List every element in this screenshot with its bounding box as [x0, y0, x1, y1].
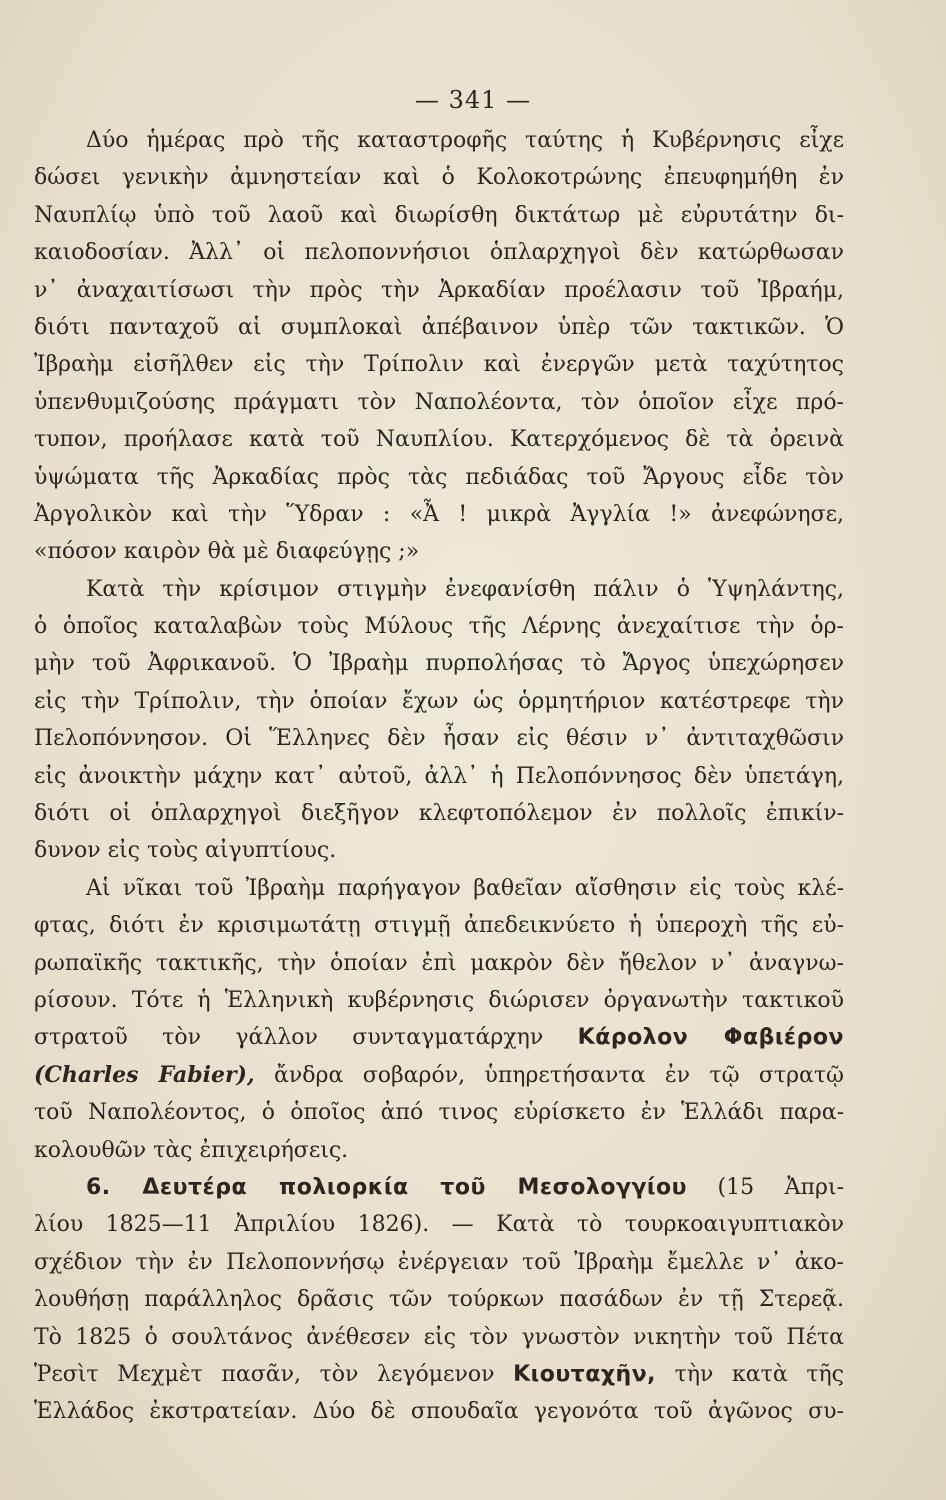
- text-line: Κατὰ τὴν κρίσιμον στιγμὴν ἐνεφανίσθη πάλιν ὁ Ὑψηλάντης,: [86, 576, 844, 602]
- text-run: (15 Ἀπρι-: [686, 1174, 844, 1200]
- text-line: Τὸ 1825 ὁ σουλτάνος ἀνέθεσεν εἰς τὸν γνωστὸν νικητὴν τοῦ Πέτα: [34, 1324, 844, 1350]
- paragraph: [34, 122, 844, 571]
- text-line: ὑψώματα τῆς Ἀρκαδίας πρὸς τὰς πεδιάδας τοῦ Ἄργους εἶδε τὸν: [34, 464, 844, 490]
- text-line: [34, 1019, 844, 1056]
- text-line: ὁ ὁποῖος καταλαβὼν τοὺς Μύλους τῆς Λέρνης ἀνεχαίτισε τὴν ὁρ-: [34, 614, 844, 640]
- text-line: τοῦ Ναπολέοντος, ὁ ὁποῖος ἀπό τινος εὑρίσκετο ἐν Ἑλλάδι παρα-: [34, 1100, 844, 1126]
- text-line: λίου 1825—11 Ἀπριλίου 1826). — Κατὰ τὸ τουρκοαιγυπτιακὸν: [34, 1212, 844, 1238]
- text-line: τυπον, προήλασε κατὰ τοῦ Ναυπλίου. Κατερχόμενος δὲ τὰ ὀρεινὰ: [34, 427, 844, 453]
- text-line: Ἰβραὴμ εἰσῆλθεν εἰς τὴν Τρίπολιν καὶ ἐνεργῶν μετὰ ταχύτητος: [34, 352, 844, 378]
- paragraph: [34, 571, 844, 870]
- section-heading: 6. Δευτέρα πολιορκία τοῦ Μεσολογγίου: [86, 1174, 687, 1200]
- person-name-bold: Κάρολον Φαβιέρον: [577, 1025, 845, 1051]
- text-line: Ἀργολικὸν καὶ τὴν Ὕδραν : «Ἆ ! μικρὰ Ἀγγλία !» ἀνεφώνησε,: [34, 501, 844, 527]
- text-line: Αἱ νῖκαι τοῦ Ἰβραὴμ παρήγαγον βαθεῖαν αἴσθησιν εἰς τοὺς κλέ-: [86, 875, 844, 901]
- page-number: — 341 —: [414, 86, 532, 114]
- latin-name-italic: (Charles Fabier),: [34, 1061, 255, 1088]
- text-line: [34, 1057, 844, 1094]
- text-run: τὴν κατὰ τῆς: [656, 1361, 844, 1387]
- text-line: σχέδιον τὴν ἐν Πελοποννήσῳ ἐνέργειαν τοῦ Ἰβραὴμ ἔμελλε ν᾿ ἀκο-: [34, 1249, 844, 1275]
- text-line: διότι πανταχοῦ αἱ συμπλοκαὶ ἀπέβαινον ὑπὲρ τῶν τακτικῶν. Ὁ: [34, 314, 844, 340]
- paragraph: [34, 870, 844, 1169]
- text-line: ρίσουν. Τότε ἡ Ἑλληνικὴ κυβέρνησις διώρισεν ὀργανωτὴν τακτικοῦ: [34, 987, 844, 1013]
- text-line: Ἑλλάδος ἐκστρατείαν. Δύο δὲ σπουδαῖα γεγονότα τοῦ ἀγῶνος συ-: [34, 1399, 844, 1425]
- text-line: [34, 1356, 844, 1393]
- text-line: καιοδοσίαν. Ἀλλ᾿ οἱ πελοποννήσιοι ὁπλαρχηγοὶ δὲν κατώρθωσαν: [34, 240, 844, 266]
- text-line: ὑπενθυμιζούσης πράγματι τὸν Ναπολέοντα, τὸν ὁποῖον εἶχε πρό-: [34, 389, 844, 415]
- text-line: εἰς τὴν Τρίπολιν, τὴν ὁποίαν ἔχων ὡς ὁρμητήριον κατέστρεφε τὴν: [34, 688, 844, 714]
- text-run: Ῥεσὶτ Μεχμὲτ πασᾶν, τὸν λεγόμενον: [34, 1361, 514, 1387]
- text-line: Δύο ἡμέρας πρὸ τῆς καταστροφῆς ταύτης ἡ Κυβέρνησις εἶχε: [86, 128, 844, 153]
- page-body: [34, 122, 844, 1431]
- text-line: Ναυπλίῳ ὑπὸ τοῦ λαοῦ καὶ διωρίσθη δικτάτωρ μὲ εὐρυτάτην δι-: [34, 202, 844, 228]
- text-run: στρατοῦ τὸν γάλλον συνταγματάρχην: [34, 1025, 578, 1051]
- text-run: ἄνδρα σοβαρόν, ὑπηρετήσαντα ἐν τῷ στρατῷ: [254, 1062, 844, 1088]
- text-line: διότι οἱ ὁπλαρχηγοὶ διεξῆγον κλεφτοπόλεμον ἐν πολλοῖς ἐπικίν-: [34, 801, 844, 827]
- text-line: ρωπαϊκῆς τακτικῆς, τὴν ὁποίαν ἐπὶ μακρὸν δὲν ἤθελον ν᾿ ἀναγνω-: [34, 950, 844, 976]
- text-line: δυνον εἰς τοὺς αἰγυπτίους.: [34, 838, 337, 864]
- paragraph: [34, 1169, 844, 1431]
- text-line: ν᾿ ἀναχαιτίσωσι τὴν πρὸς τὴν Ἀρκαδίαν προέλασιν τοῦ Ἰβραήμ,: [34, 277, 844, 303]
- text-line: φτας, διότι ἐν κρισιμωτάτῃ στιγμῇ ἀπεδεικνύετο ἡ ὑπεροχὴ τῆς εὐ-: [34, 913, 844, 939]
- text-line: «πόσον καιρὸν θὰ μὲ διαφεύγῃς ;»: [34, 539, 420, 565]
- text-line: εἰς ἀνοικτὴν μάχην κατ᾿ αὐτοῦ, ἀλλ᾿ ἡ Πελοπόννησος δὲν ὑπετάγη,: [34, 763, 844, 789]
- person-name-bold: Κιουταχῆν,: [513, 1361, 657, 1387]
- text-line: Πελοπόννησον. Οἱ Ἕλληνες δὲν ἦσαν εἰς θέσιν ν᾿ ἀντιταχθῶσιν: [34, 726, 844, 752]
- text-line: λουθήσῃ παράλληλος δρᾶσις τῶν τούρκων πασάδων ἐν τῇ Στερεᾷ.: [34, 1287, 844, 1313]
- text-line: κολουθῶν τὰς ἐπιχειρήσεις.: [34, 1137, 349, 1163]
- text-line: δώσει γενικὴν ἀμνηστείαν καὶ ὁ Κολοκοτρώνης ἐπευφημήθη ἐν: [34, 165, 844, 191]
- section-heading-line: [34, 1169, 844, 1206]
- text-line: μὴν τοῦ Ἀφρικανοῦ. Ὁ Ἰβραὴμ πυρπολήσας τὸ Ἄργος ὑπεχώρησεν: [34, 651, 844, 677]
